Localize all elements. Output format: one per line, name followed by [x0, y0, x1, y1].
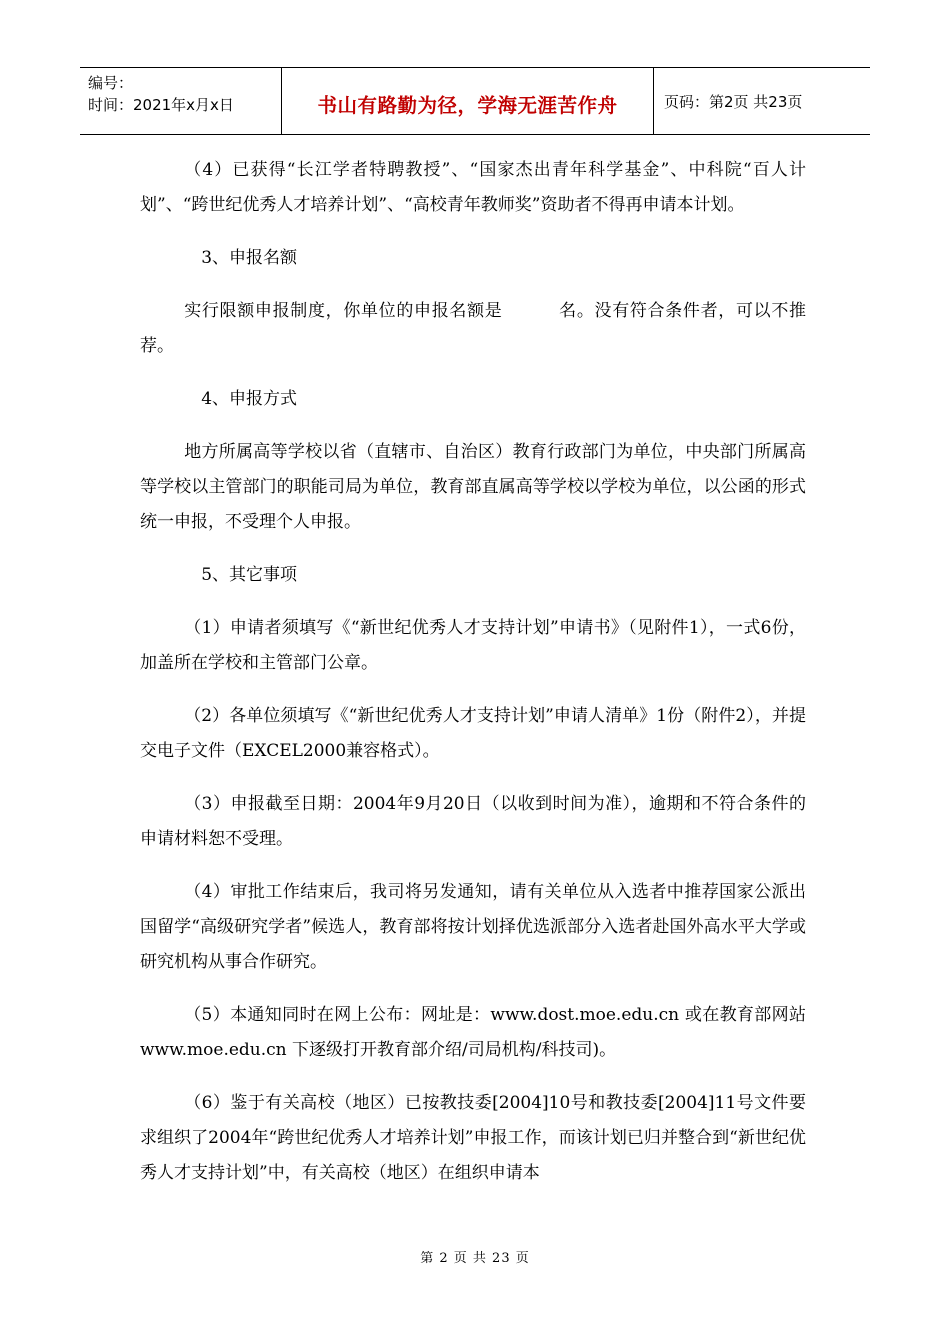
paragraph-eligibility-4: （4）已获得“长江学者特聘教授”、“国家杰出青年科学基金”、中科院“百人计划”、“跨世纪优秀人才培养计划”、“高校青年教师奖”资助者不得再申请本计划。 [140, 160, 806, 215]
page-footer: 第 2 页 共 23 页 [420, 1251, 530, 1266]
motto-text: 书山有路勤为径，学海无涯苦作舟 [317, 94, 618, 117]
section-heading-other: 5、其它事项 [201, 565, 298, 585]
paragraph-other-1: （1）申请者须填写《“新世纪优秀人才支持计划”申请书》（见附件1），一式6份，加盖所在学校和主管部门公章。 [140, 618, 806, 673]
paragraph-other-4: （4）审批工作结束后，我司将另发通知，请有关单位从入选者中推荐国家公派出国留学“高级研究学者”候选人，教育部将按计划择优选派部分入选者赴国外高水平大学或研究机构从事合作研究。 [140, 882, 806, 972]
section-heading-method: 4、申报方式 [201, 389, 298, 409]
paragraph-quota [140, 294, 806, 364]
paragraph-other-5: （5）本通知同时在网上公布：网址是：www.dost.moe.edu.cn 或在教育部网站 www.moe.edu.cn 下逐级打开教育部介绍/司局机构/科技司)。 [140, 1005, 806, 1060]
paragraph-other-2: （2）各单位须填写《“新世纪优秀人才支持计划”申请人清单》1份（附件2），并提交电子文件（EXCEL2000兼容格式）。 [140, 706, 806, 761]
date-line: 时间：2021年x月x日 [88, 96, 234, 114]
paragraph-method: 地方所属高等学校以省（直辖市、自治区）教育行政部门为单位，中央部门所属高等学校以主管部门的职能司局为单位，教育部直属高等学校以学校为单位，以公函的形式统一申报，不受理个人申报。 [140, 442, 806, 532]
paragraph-other-3: （3）申报截至日期：2004年9月20日（以收到时间为准），逾期和不符合条件的申请材料恕不受理。 [140, 794, 806, 849]
page-header [80, 67, 870, 135]
paragraph-other-6: （6）鉴于有关高校（地区）已按教技委[2004]10号和教技委[2004]11号文件要求组织了2004年“跨世纪优秀人才培养计划”申报工作，而该计划已归并整合到“新世纪优秀人才支持计划”中，有关高校（地区）在组织申请本 [140, 1093, 806, 1183]
page-info: 页码：第2页 共23页 [664, 92, 803, 111]
number-label: 编号： [88, 74, 134, 92]
header-page-cell [654, 68, 870, 134]
header-motto-cell [282, 68, 654, 134]
quota-text-before: 实行限额申报制度，你单位的申报名额是 [184, 301, 503, 321]
section-heading-quota: 3、申报名额 [201, 248, 298, 268]
document-body [140, 153, 806, 1209]
quota-text-after: 名。没有符合条件者，可以不推荐。 [140, 301, 807, 356]
header-meta-cell [80, 68, 282, 134]
